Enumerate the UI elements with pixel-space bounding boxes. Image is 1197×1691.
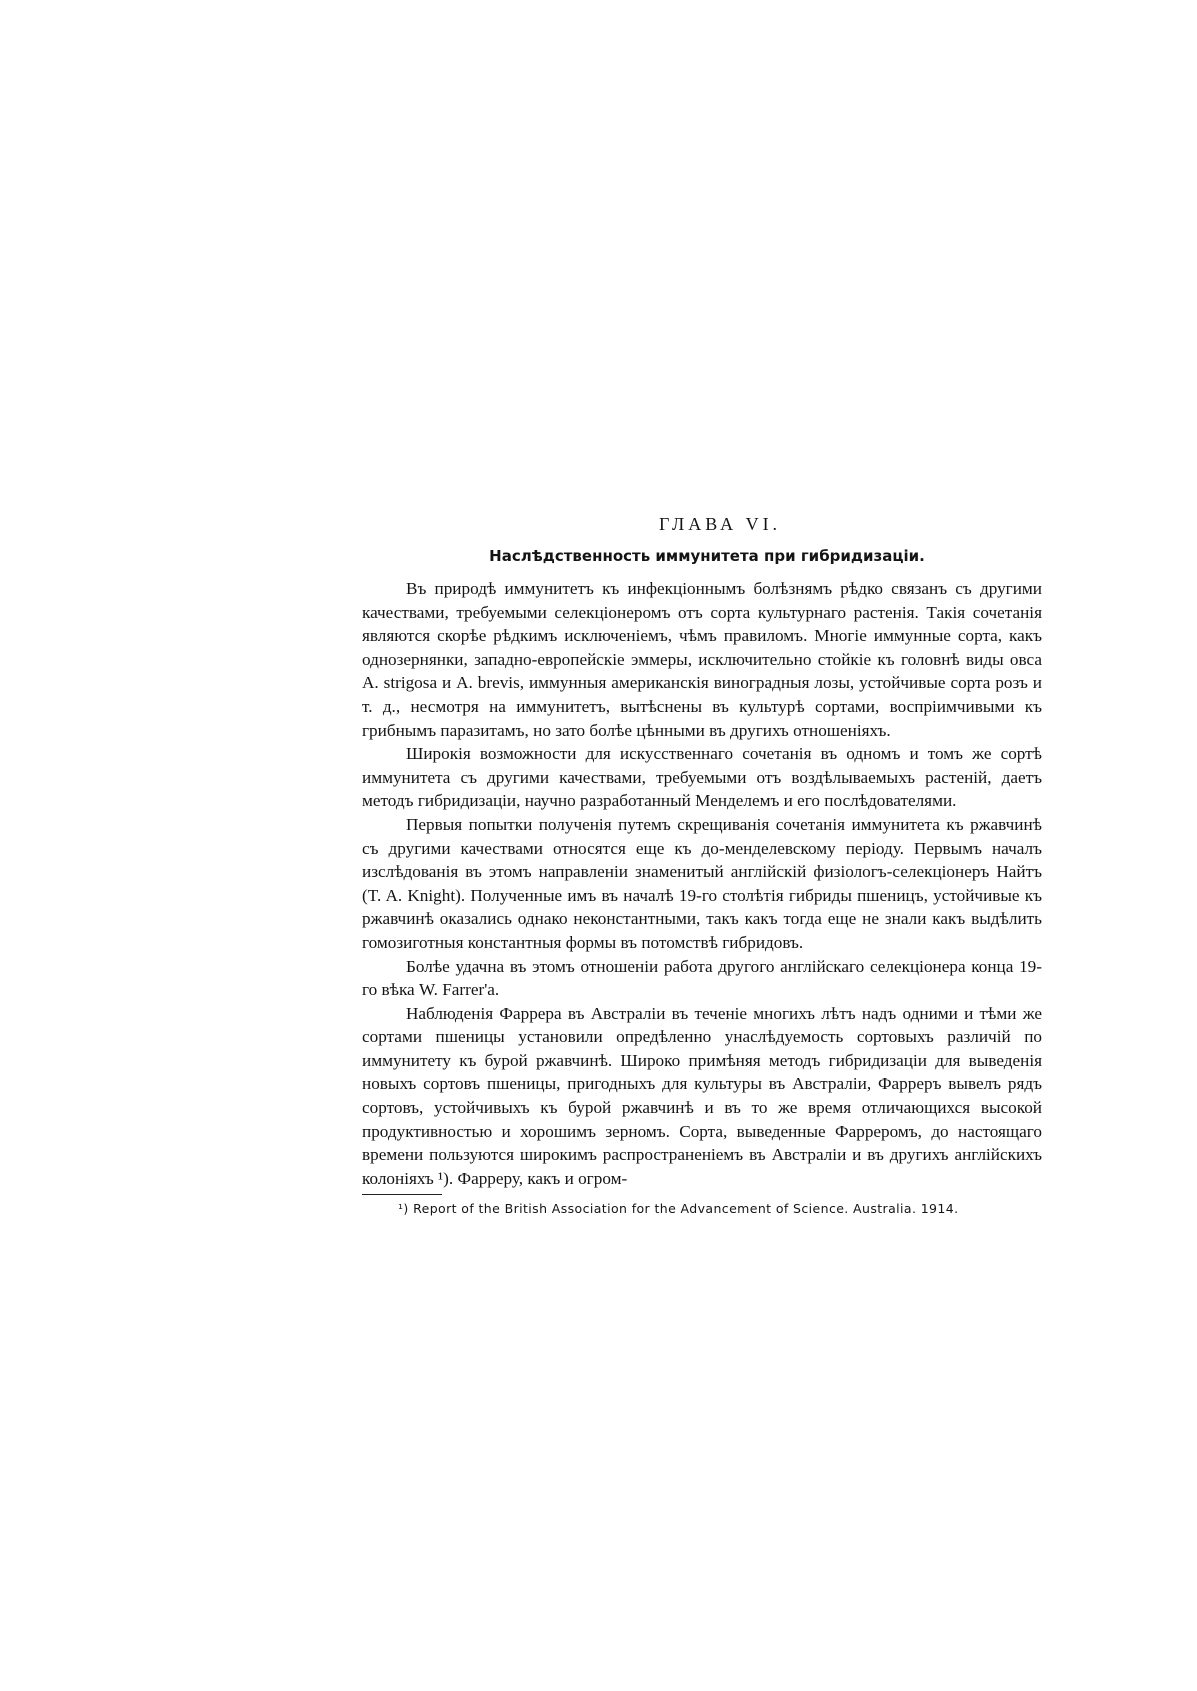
paragraph-5: Наблюденія Фаррера въ Австраліи въ теченіе многихъ лѣтъ надъ одними и тѣми же сортами пшеницы установили опредѣленно унаслѣдуемость сортовыхъ различій по иммунитету къ бурой ржавчинѣ. Широко примѣняя методъ гибридизаціи для выведенія новыхъ сортовъ пшеницы, пригодныхъ для культуры въ Австраліи, Фарреръ вывелъ рядъ сортовъ, устойчивыхъ къ бурой ржавчинѣ и въ то же время отличающихся высокой продуктивностью и хорошимъ зерномъ. Сорта, выведенные Фарреромъ, до настоящаго времени пользуются широкимъ распространеніемъ въ Австраліи и въ другихъ англійскихъ колоніяхъ ¹). Фарреру, какъ и огром- [362, 1003, 1042, 1188]
paragraph-1: Въ природѣ иммунитетъ къ инфекціоннымъ болѣзнямъ рѣдко связанъ съ другими качествами, требуемыми селекціонеромъ отъ сорта культурнаго растенія. Такія сочетанія являются скорѣе рѣдкимъ исключеніемъ, чѣмъ правиломъ. Многіе иммунные сорта, какъ однозернянки, западно-европейскіе эммеры, исключительно стойкіе къ головнѣ виды овса A. strigosa и A. brevis, иммунныя американскія виноградныя лозы, устойчивые сорта розъ и т. д., несмотря на иммунитетъ, вытѣснены въ культурѣ сортами, воспріимчивыми къ грибнымъ паразитамъ, но зато болѣе цѣнными въ другихъ отношеніяхъ. [362, 579, 1042, 740]
chapter-body [362, 514, 1042, 1216]
paragraph-3: Первыя попытки полученія путемъ скрещиванія сочетанія иммунитета къ ржавчинѣ съ другими качествами относятся еще къ до-менделевскому періоду. Первымъ началъ изслѣдованія въ этомъ направленіи знаменитый англійскій физіологъ-селекціонеръ Найтъ (T. A. Knight). Полученные имъ въ началѣ 19-го столѣтія гибриды пшеницъ, устойчивые къ ржавчинѣ оказались однако неконстантными, такъ какъ тогда еще не знали какъ выдѣлить гомозиготныя константныя формы въ потомствѣ гибридовъ. [362, 814, 1042, 952]
footnote-divider [362, 1194, 442, 1195]
footnote [362, 1201, 1042, 1216]
footnote-marker: ¹) [398, 1201, 409, 1217]
chapter-heading: ГЛАВА VI. [658, 514, 782, 534]
footnote-text: Report of the British Association for the Advancement of Science. Australia. 1914. [413, 1201, 959, 1217]
paragraph-4: Болѣе удачна въ этомъ отношеніи работа другого англійскаго селекціонера конца 19-го вѣка W. Farrer'a. [362, 956, 1042, 1000]
chapter-subtitle: Наслѣдственность иммунитета при гибридизаціи. [489, 547, 925, 565]
paragraph-2: Широкія возможности для искусственнаго сочетанія въ одномъ и томъ же сортѣ иммунитета съ другими качествами, требуемыми отъ воздѣлываемыхъ растеній, даетъ методъ гибридизаціи, научно разработанный Менделемъ и его послѣдователями. [362, 744, 1042, 811]
